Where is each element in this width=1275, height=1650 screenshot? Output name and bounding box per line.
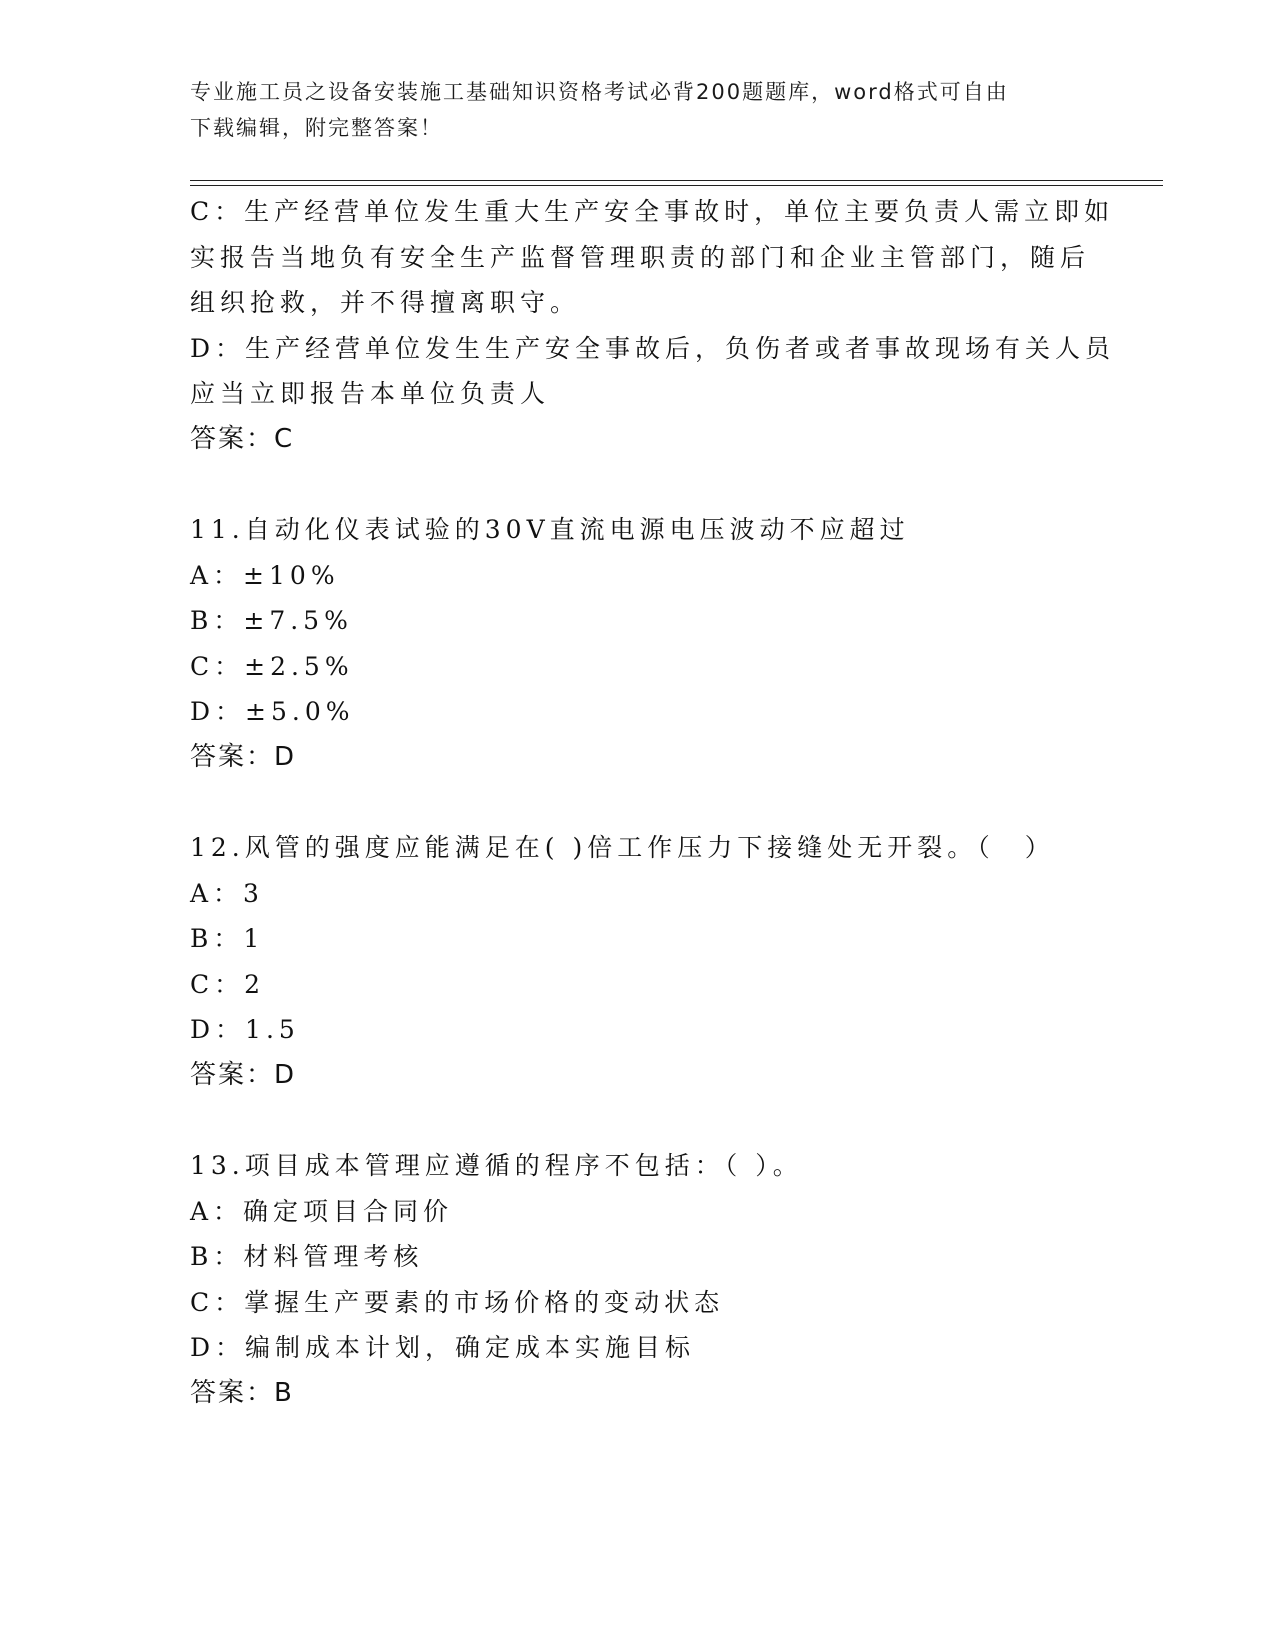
option-d: D：编制成本计划，确定成本实施目标 xyxy=(190,1333,696,1362)
question-11 xyxy=(190,507,1090,780)
question-stem: 13.项目成本管理应遵循的程序不包括：（ ）。 xyxy=(190,1151,803,1180)
document-body xyxy=(190,189,1116,1416)
option-c: C：掌握生产要素的市场价格的变动状态 xyxy=(190,1287,725,1317)
header-line-2: 下载编辑，附完整答案！ xyxy=(190,116,443,140)
option-b: B：1 xyxy=(190,924,265,953)
option-c-line-2: 实报告当地负有安全生产监督管理职责的部门和企业主管部门，随后 xyxy=(190,242,1091,272)
option-d: D：±5.0% xyxy=(190,697,355,726)
header-rule-top xyxy=(190,180,1163,181)
option-c: C：±2.5% xyxy=(190,651,354,681)
option-a: A：3 xyxy=(190,878,264,908)
option-a: A：确定项目合同价 xyxy=(190,1196,454,1226)
header-rule-bottom xyxy=(190,185,1163,186)
answer-q10: 答案：C xyxy=(190,423,295,454)
question-stem: 12.风管的强度应能满足在( )倍工作压力下接缝处无开裂。（ ） xyxy=(190,833,1055,862)
answer-q13: 答案：B xyxy=(190,1377,294,1408)
question-stem: 11.自动化仪表试验的30V直流电源电压波动不应超过 xyxy=(190,515,910,544)
option-d-line-1: D：生产经营单位发生生产安全事故后，负伤者或者事故现场有关人员 xyxy=(190,333,1116,363)
answer-q12: 答案：D xyxy=(190,1059,297,1090)
document-header xyxy=(190,74,1090,146)
question-12 xyxy=(190,825,1090,1098)
option-b: B：材料管理考核 xyxy=(190,1242,424,1271)
option-b: B：±7.5% xyxy=(190,606,353,635)
option-d: D：1.5 xyxy=(190,1015,300,1044)
option-d-line-2: 应当立即报告本单位负责人 xyxy=(190,379,551,408)
answer-q11: 答案：D xyxy=(190,741,297,772)
option-c-line-3: 组织抢救，并不得擅离职守。 xyxy=(190,288,581,317)
option-c: C：2 xyxy=(190,969,266,999)
option-a: A：±10% xyxy=(190,560,340,590)
option-c-line-1: C：生产经营单位发生重大生产安全事故时，单位主要负责人需立即如 xyxy=(190,197,1115,226)
header-line-1: 专业施工员之设备安装施工基础知识资格考试必背200题题库，word格式可自由 xyxy=(190,80,1009,104)
question-13 xyxy=(190,1143,1090,1416)
question-10 xyxy=(190,189,1116,462)
